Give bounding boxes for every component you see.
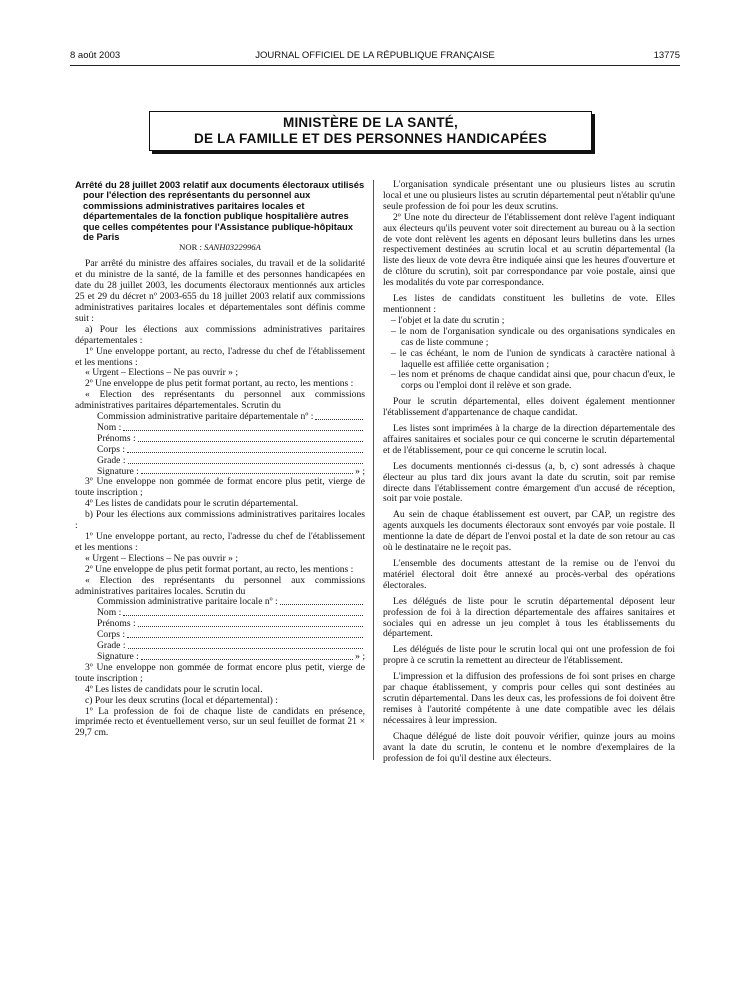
column-divider: [373, 180, 374, 760]
paragraph: Chaque délégué de liste doit pouvoir vérifier, quinze jours au moins avant la date du scrutin, le contenu et le nombre d'exemplaires de la profession de foi qu'il destine aux électeurs.: [383, 730, 675, 764]
paragraph: Les documents mentionnés ci-dessus (a, b, c) sont adressés à chaque électeur au plus tard dix jours avant la date du scrutin, soit par remise directe dans l'établissement contre émargement d'un accusé de réception, soit par voie postale.: [383, 460, 675, 505]
nor-reference: [75, 242, 365, 253]
list-item: – le nom de l'organisation syndicale ou des organisations syndicales en cas de liste commune ;: [391, 325, 675, 348]
field-cap-loc: Commission administrative paritaire locale nº :: [75, 597, 365, 608]
quote-a2: [75, 390, 365, 412]
field-corps: Corps :: [75, 445, 365, 456]
field-signature: Signature : » ;: [97, 465, 365, 477]
paragraph: Les listes de candidats constituent les bulletins de vote. Elles mentionnent :: [383, 293, 675, 315]
paragraph: 2º Une note du directeur de l'établissement dont relève l'agent indiquant aux électeurs qu'ils peuvent voter soit directement au bureau ou à la section de vote dont relèvent les agents en déposant leurs bulletins dans les urnes respectivement destinées au scrutin local et au scrutin départemental (la liste des lieux de vote devra être indiquée ainsi que les heures d'ouverture et de clôture du scrutin), soit par correspondance par voie postale, ainsi que les modalités du vote par correspondance.: [383, 211, 675, 289]
quote-b1: « Urgent – Elections – Ne pas ouvrir » ;: [85, 552, 239, 564]
paragraph: Les délégués de liste pour le scrutin départemental déposent leur profession de foi à la direction départementale des affaires sanitaires et sociales qui en adresse un jeu complet à tous les établissements du département.: [383, 595, 675, 640]
paragraph: Au sein de chaque établissement est ouvert, par CAP, un registre des agents auxquels les documents électoraux sont envoyés par voie postale. Il mentionne la date de départ de l'envoi postal et la date de son retour au cas où le destinataire ne le reçoit pas.: [383, 509, 675, 554]
paragraph: Les listes sont imprimées à la charge de la direction départementale des affaires sanitaires et sociales pour ce qui concerne le scrutin départemental et de l'établissement, pour ce qui concerne le scrutin local.: [383, 423, 675, 456]
field-cap-dep: Commission administrative paritaire départementale nº :: [75, 412, 365, 423]
running-header: [70, 50, 680, 64]
item-c1: 1º La profession de foi de chaque liste de candidats en présence, imprimée recto et éventuellement verso, sur un seul feuillet de format 21 × 29,7 cm.: [75, 705, 365, 739]
item-a1: 1º Une enveloppe portant, au recto, l'adresse du chef de l'établissement et les mentions :: [75, 345, 365, 368]
paragraph: Pour le scrutin départemental, elles doivent également mentionner l'établissement d'appartenance de chaque candidat.: [383, 396, 675, 419]
field-prenoms: Prénoms :: [75, 434, 365, 445]
field-grade: Grade :: [75, 641, 365, 652]
ministry-box: [149, 111, 592, 151]
field-nom: Nom :: [75, 423, 365, 434]
ministry-line-1: MINISTÈRE DE LA SANTÉ,: [283, 115, 458, 130]
field-signature: Signature : » ;: [97, 650, 365, 662]
header-rule: [70, 65, 680, 66]
right-column: [383, 180, 675, 764]
item-a4: 4º Les listes de candidats pour le scrutin départemental.: [85, 498, 299, 510]
field-prenoms: Prénoms :: [75, 619, 365, 630]
quote-b2: [75, 576, 365, 598]
quote-a2-text: « Election des représentants du personnel aux commissions administratives paritaires départementales. Scrutin du: [75, 389, 365, 412]
item-a2: 2º Une enveloppe de plus petit format portant, au recto, les mentions :: [85, 378, 354, 390]
page-number: 13775: [653, 50, 680, 61]
field-nom: Nom :: [75, 608, 365, 619]
paragraph: Les délégués de liste pour le scrutin local qui ont une profession de foi propre à ce scrutin la remettent au directeur de l'établissement.: [383, 644, 675, 667]
section-c: c) Pour les deux scrutins (local et départemental) :: [85, 694, 278, 706]
paragraph: L'impression et la diffusion des professions de foi sont prises en charge par chaque établissement, y compris pour celles qui sont destinées au scrutin départemental. Dans les deux cas, les professions de foi doivent être remises à l'autorité compétente à une date compatible avec les délais nécessaires à leur impression.: [383, 671, 675, 726]
journal-title: JOURNAL OFFICIEL DE LA RÉPUBLIQUE FRANÇAISE: [255, 50, 495, 61]
ministry-line-2: DE LA FAMILLE ET DES PERSONNES HANDICAPÉES: [194, 131, 547, 146]
list-item: – le cas échéant, le nom de l'union de syndicats à caractère national à laquelle est affiliée cette organisation ;: [391, 347, 675, 370]
item-b3: 3º Une enveloppe non gommée de format encore plus petit, vierge de toute inscription ;: [75, 661, 365, 684]
quote-a1: « Urgent – Elections – Ne pas ouvrir » ;: [85, 367, 239, 379]
quote-b2-text: « Election des représentants du personnel aux commissions administratives paritaires locales. Scrutin du: [75, 574, 365, 597]
section-a: a) Pour les élections aux commissions administratives paritaires départementales :: [75, 323, 365, 346]
item-b2: 2º Une enveloppe de plus petit format portant, au recto, les mentions :: [85, 563, 354, 575]
item-b1: 1º Une enveloppe portant, au recto, l'adresse du chef de l'établissement et les mentions :: [75, 531, 365, 553]
left-column: [75, 180, 365, 739]
item-b4: 4º Les listes de candidats pour le scrutin local.: [85, 683, 263, 695]
nor-label: NOR :: [179, 242, 202, 253]
paragraph: L'ensemble des documents attestant de la remise ou de l'envoi du matériel électoral doit être annexé au procès-verbal des opérations électorales.: [383, 558, 675, 591]
section-b: b) Pour les élections aux commissions administratives paritaires locales :: [75, 509, 365, 532]
issue-date: 8 août 2003: [70, 50, 121, 61]
item-a3: 3º Une enveloppe non gommée de format encore plus petit, vierge de toute inscription ;: [75, 476, 365, 499]
decree-title: Arrêté du 28 juillet 2003 relatif aux documents électoraux utilisés pour l'élection des représentants du personnel aux commissions administratives paritaires locales et départementales de la fonction publique hospitalière autres que celles compétentes pour l'Assistance publique-hôpitaux de Paris: [75, 179, 365, 243]
list-item: – les nom et prénoms de chaque candidat ainsi que, pour chacun d'eux, le corps ou l'emploi dont il relève et son grade.: [391, 369, 675, 392]
paragraph: Par arrêté du ministre des affaires sociales, du travail et de la solidarité et du ministre de la santé, de la famille et des personnes handicapées en date du 28 juillet 2003, les documents électoraux mentionnés aux articles 25 et 29 du décret nº 2003-655 du 18 juillet 2003 relatif aux commissions administratives paritaires locales et départementales sont définis comme suit :: [75, 258, 365, 324]
field-corps: Corps :: [75, 630, 365, 641]
list-item: – l'objet et la date du scrutin ;: [391, 314, 505, 326]
paragraph: L'organisation syndicale présentant une ou plusieurs listes au scrutin local et une ou plusieurs listes au scrutin départemental peut n'établir qu'une seule profession de foi pour les deux scrutins.: [383, 179, 675, 212]
field-grade: Grade :: [75, 456, 365, 467]
nor-code: SANH0322996A: [204, 242, 261, 253]
